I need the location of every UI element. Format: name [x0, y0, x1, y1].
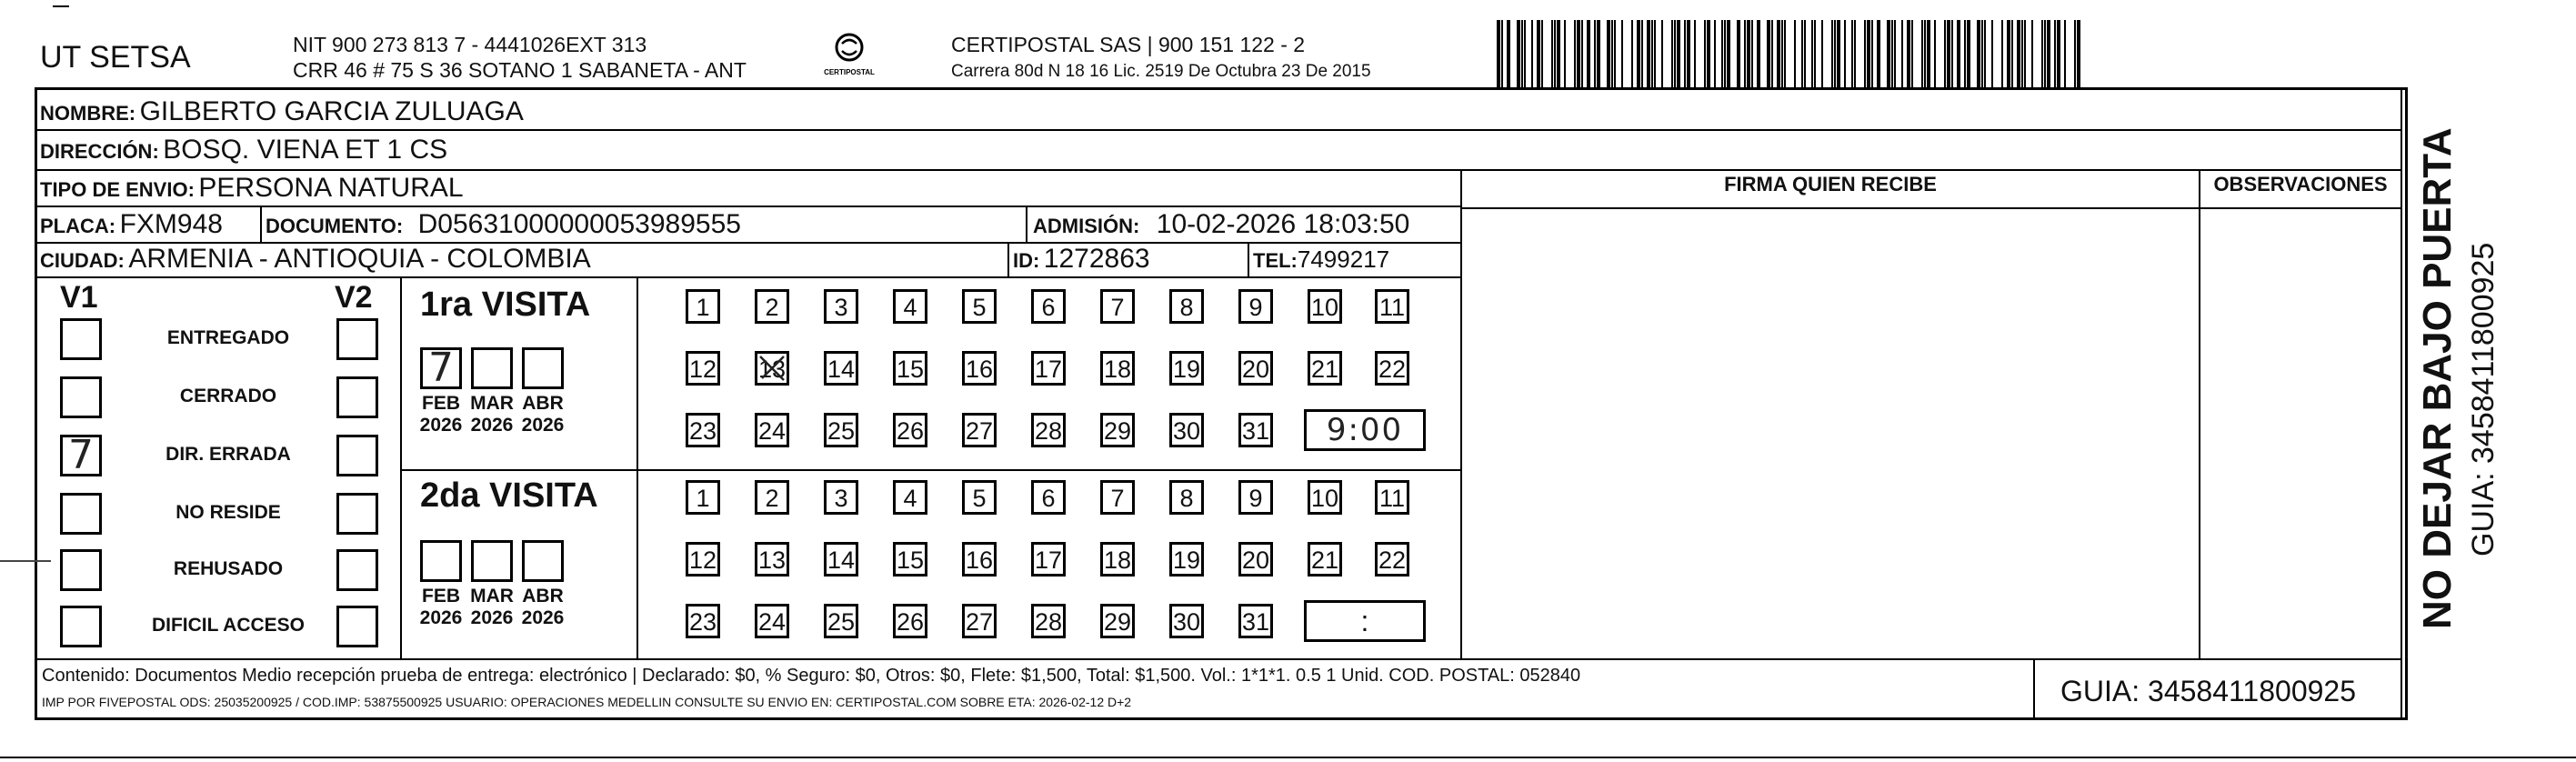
svg-text:CERTIPOSTAL: CERTIPOSTAL — [824, 68, 875, 76]
nombre-label: NOMBRE: — [40, 102, 136, 125]
day-box[interactable]: 1 — [686, 289, 720, 324]
v1-checkbox[interactable] — [60, 432, 102, 478]
certipostal-logo — [822, 31, 877, 82]
day-box[interactable]: 26 — [893, 413, 927, 447]
day-box[interactable]: 3 — [824, 480, 858, 515]
day-box[interactable]: 15 — [893, 542, 927, 577]
year-label: 2026 — [419, 607, 463, 628]
nombre-value: GILBERTO GARCIA ZULUAGA — [139, 96, 524, 126]
day-box[interactable]: 9 — [1238, 480, 1273, 515]
day-box[interactable]: 29 — [1100, 604, 1135, 638]
month-label: FEB — [422, 393, 460, 414]
v1-check-mark: 7 — [68, 432, 94, 478]
day-box[interactable]: 4 — [893, 480, 927, 515]
visit2-title: 2da VISITA — [420, 476, 598, 515]
admision-label: ADMISIÓN: — [1033, 215, 1140, 237]
day-box[interactable]: 22 — [1375, 542, 1409, 577]
month-label: MAR — [470, 586, 514, 607]
day-box[interactable]: 1 — [686, 480, 720, 515]
v2-checkbox[interactable] — [336, 435, 378, 476]
month-checkbox[interactable] — [522, 347, 564, 389]
year-label: 2026 — [470, 415, 514, 436]
month-checkbox[interactable] — [420, 540, 462, 582]
day-box[interactable]: 8 — [1169, 480, 1204, 515]
side-guia: GUIA: 3458411800925 — [2466, 242, 2501, 556]
v1-checkbox[interactable] — [60, 318, 102, 360]
day-box[interactable]: 12 — [686, 351, 720, 386]
day-box[interactable]: 14 — [824, 351, 858, 386]
placa-field — [40, 209, 223, 245]
month-label: ABR — [522, 586, 564, 607]
day-box[interactable]: 5 — [962, 480, 997, 515]
ciudad-field — [40, 244, 591, 279]
status-label: DIR. ERRADA — [165, 444, 291, 465]
tel-field — [1253, 244, 1389, 279]
footer-imp: IMP POR FIVEPOSTAL ODS: 25035200925 / COD.IMP: 53875500925 USUARIO: OPERACIONES MEDELLIN CONSULTE SU ENVIO EN: CERTIPOSTAL.COM SOBRE ETA: 2026-02-12 D+2 — [42, 695, 1132, 709]
visit2-time: : — [1360, 605, 1369, 637]
day-box[interactable]: 2 — [755, 480, 789, 515]
carrier-line: CERTIPOSTAL SAS | 900 151 122 - 2 — [951, 33, 1306, 56]
direccion-row — [40, 135, 447, 170]
day-box[interactable]: 29 — [1100, 413, 1135, 447]
day-box[interactable]: 6 — [1031, 289, 1066, 324]
day-box[interactable]: 21 — [1308, 542, 1342, 577]
month-label: MAR — [470, 393, 514, 414]
v2-checkbox[interactable] — [336, 606, 378, 647]
day-box[interactable]: 12 — [686, 542, 720, 577]
signature-area[interactable] — [1464, 209, 2197, 657]
tel-label: TEL: — [1253, 249, 1298, 272]
v1-checkbox[interactable] — [60, 606, 102, 647]
footer-contenido: Contenido: Documentos Medio recepción prueba de entrega: electrónico | Declarado: $0, % Seguro: $0, Otros: $0, Flete: $1,500, Total: $1,500. Vol.: 1*1*1. 0.5 1 Unid. COD. POSTAL: 052840 — [42, 666, 1581, 686]
day-box[interactable]: 30 — [1169, 413, 1204, 447]
direccion-label: DIRECCIÓN: — [40, 140, 159, 163]
id-value: 1272863 — [1043, 244, 1150, 274]
day-box[interactable]: 10 — [1308, 480, 1342, 515]
v1-header: V1 — [60, 280, 98, 315]
status-label: DIFICIL ACCESO — [151, 615, 305, 636]
day-box[interactable]: 7 — [1100, 289, 1135, 324]
status-label: ENTREGADO — [166, 327, 290, 348]
tipo-envio-row — [40, 173, 464, 208]
nit-line: NIT 900 273 813 7 - 4441026EXT 313 — [293, 33, 647, 56]
documento-field — [266, 209, 741, 245]
day-box[interactable]: 27 — [962, 413, 997, 447]
day-box[interactable]: 15 — [893, 351, 927, 386]
day-box[interactable]: 24 — [755, 413, 789, 447]
year-label: 2026 — [419, 415, 463, 436]
month-checkbox[interactable] — [420, 347, 462, 389]
day-box[interactable]: 26 — [893, 604, 927, 638]
direccion-value: BOSQ. VIENA ET 1 CS — [163, 135, 448, 165]
v2-checkbox[interactable] — [336, 493, 378, 535]
day-box[interactable]: 28 — [1031, 604, 1066, 638]
visit1-title: 1ra VISITA — [420, 286, 591, 324]
license-line: Carrera 80d N 18 16 Lic. 2519 De Octubra 23 De 2015 — [951, 62, 1371, 81]
month-checkbox[interactable] — [471, 540, 513, 582]
month-label: ABR — [522, 393, 564, 414]
day-box[interactable]: 5 — [962, 289, 997, 324]
month-label: FEB — [422, 586, 460, 607]
id-label: ID: — [1013, 249, 1040, 272]
day-box[interactable]: 23 — [686, 604, 720, 638]
id-field — [1013, 244, 1150, 279]
footer-guia: GUIA: 3458411800925 — [2060, 675, 2356, 707]
v2-checkbox[interactable] — [336, 318, 378, 360]
day-box[interactable]: 18 — [1100, 351, 1135, 386]
v2-header: V2 — [335, 280, 373, 315]
ciudad-value: ARMENIA - ANTIOQUIA - COLOMBIA — [128, 244, 591, 274]
v2-checkbox[interactable] — [336, 376, 378, 418]
day-box[interactable]: 16 — [962, 351, 997, 386]
year-label: 2026 — [521, 607, 565, 628]
day-box[interactable]: 13 — [755, 542, 789, 577]
v2-checkbox[interactable] — [336, 549, 378, 591]
status-label: REHUSADO — [173, 558, 284, 579]
day-box[interactable]: 30 — [1169, 604, 1204, 638]
visit1-time: 9:00 — [1326, 412, 1404, 448]
admision-field — [1033, 209, 1409, 245]
day-box[interactable]: 20 — [1238, 542, 1273, 577]
status-label: NO RESIDE — [175, 502, 281, 523]
company-address: CRR 46 # 75 S 36 SOTANO 1 SABANETA - ANT — [293, 58, 747, 82]
ciudad-label: CIUDAD: — [40, 249, 125, 272]
day-box[interactable]: 27 — [962, 604, 997, 638]
barcode — [1497, 20, 2224, 87]
day-box[interactable]: 18 — [1100, 542, 1135, 577]
day-box[interactable]: 14 — [824, 542, 858, 577]
documento-value: D05631000000053989555 — [417, 209, 741, 239]
placa-value: FXM948 — [119, 209, 223, 239]
day-box[interactable]: 25 — [824, 413, 858, 447]
tipo-envio-value: PERSONA NATURAL — [198, 173, 464, 203]
firma-header: FIRMA QUIEN RECIBE — [1724, 173, 1937, 196]
company-name: UT SETSA — [40, 40, 191, 75]
day-box[interactable]: 2 — [755, 289, 789, 324]
nombre-row — [40, 96, 524, 132]
visit1-time-box[interactable] — [1304, 409, 1426, 451]
day-box[interactable]: 10 — [1308, 289, 1342, 324]
day-box[interactable]: 8 — [1169, 289, 1204, 324]
month-mark: 7 — [428, 345, 454, 391]
day-box[interactable]: 16 — [962, 542, 997, 577]
day-box[interactable]: 11 — [1375, 480, 1409, 515]
day-box[interactable]: 3 — [824, 289, 858, 324]
day-box[interactable]: 6 — [1031, 480, 1066, 515]
day-box[interactable]: 13 — [755, 351, 789, 386]
observaciones-header: OBSERVACIONES — [2213, 173, 2388, 196]
day-box[interactable]: 31 — [1238, 413, 1273, 447]
month-checkbox[interactable] — [522, 540, 564, 582]
day-box[interactable]: 31 — [1238, 604, 1273, 638]
documento-label: DOCUMENTO: — [266, 215, 404, 237]
day-box[interactable]: 19 — [1169, 542, 1204, 577]
stray-mark — [53, 5, 69, 7]
v1-checkbox[interactable] — [60, 549, 102, 591]
v1-checkbox[interactable] — [60, 493, 102, 535]
day-box[interactable]: 20 — [1238, 351, 1273, 386]
year-label: 2026 — [521, 415, 565, 436]
day-box[interactable]: 24 — [755, 604, 789, 638]
day-box[interactable]: 22 — [1375, 351, 1409, 386]
day-box[interactable]: 19 — [1169, 351, 1204, 386]
day-box[interactable]: 11 — [1375, 289, 1409, 324]
day-strike-mark — [755, 351, 789, 386]
day-box[interactable]: 23 — [686, 413, 720, 447]
year-label: 2026 — [470, 607, 514, 628]
tel-value: 7499217 — [1297, 246, 1390, 273]
placa-label: PLACA: — [40, 215, 116, 237]
v1-checkbox[interactable] — [60, 376, 102, 418]
day-box[interactable]: 28 — [1031, 413, 1066, 447]
day-box[interactable]: 9 — [1238, 289, 1273, 324]
day-box[interactable]: 7 — [1100, 480, 1135, 515]
month-checkbox[interactable] — [471, 347, 513, 389]
visit2-time-box[interactable] — [1304, 600, 1426, 642]
status-label: CERRADO — [179, 386, 277, 406]
day-box[interactable]: 17 — [1031, 542, 1066, 577]
admision-value: 10-02-2026 18:03:50 — [1156, 209, 1410, 239]
day-box[interactable]: 17 — [1031, 351, 1066, 386]
side-warning: NO DEJAR BAJO PUERTA — [2415, 127, 2460, 629]
day-box[interactable]: 4 — [893, 289, 927, 324]
observations-area[interactable] — [2202, 209, 2399, 657]
day-box[interactable]: 25 — [824, 604, 858, 638]
day-box[interactable]: 21 — [1308, 351, 1342, 386]
tipo-envio-label: TIPO DE ENVIO: — [40, 178, 195, 201]
